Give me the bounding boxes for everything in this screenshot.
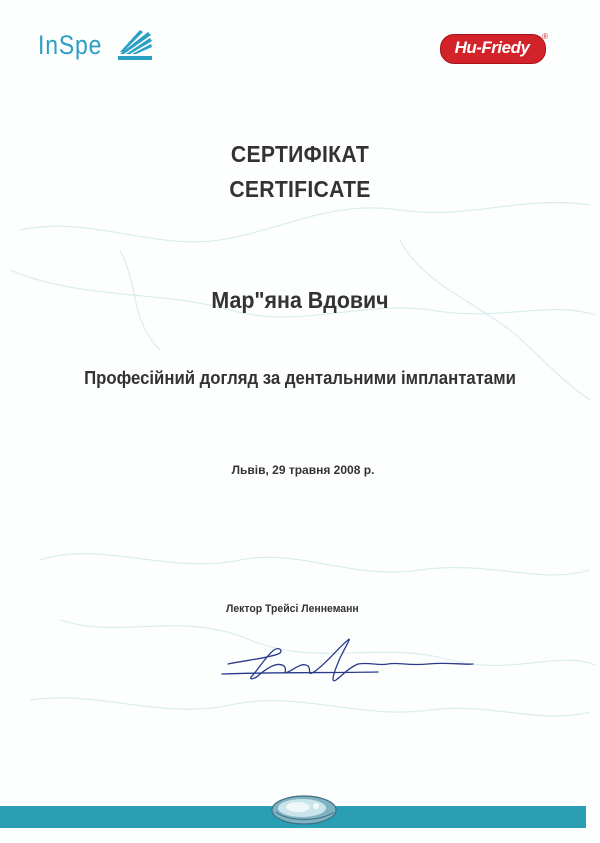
course-title: Професійний догляд за дентальними імплантатами xyxy=(84,368,516,388)
registered-mark: ® xyxy=(542,32,548,41)
fan-icon xyxy=(118,28,154,62)
inspe-logo xyxy=(38,28,168,68)
certificate-title-ua: СЕРТИФІКАТ xyxy=(230,141,370,167)
inspe-logo-text: InSpe xyxy=(38,30,103,60)
recipient-name: Мар"яна Вдович xyxy=(211,287,389,313)
lecturer-signature xyxy=(218,632,478,692)
hu-friedy-logo xyxy=(440,34,548,64)
certificate-title-en: CERTIFICATE xyxy=(229,176,371,202)
shell-emblem xyxy=(268,788,340,828)
place-and-date: Львів, 29 травня 2008 р. xyxy=(231,463,375,477)
lecturer-name: Лектор Трейсі Леннеманн xyxy=(226,603,359,615)
hu-friedy-logo-text: Hu-Friedy xyxy=(454,38,530,57)
